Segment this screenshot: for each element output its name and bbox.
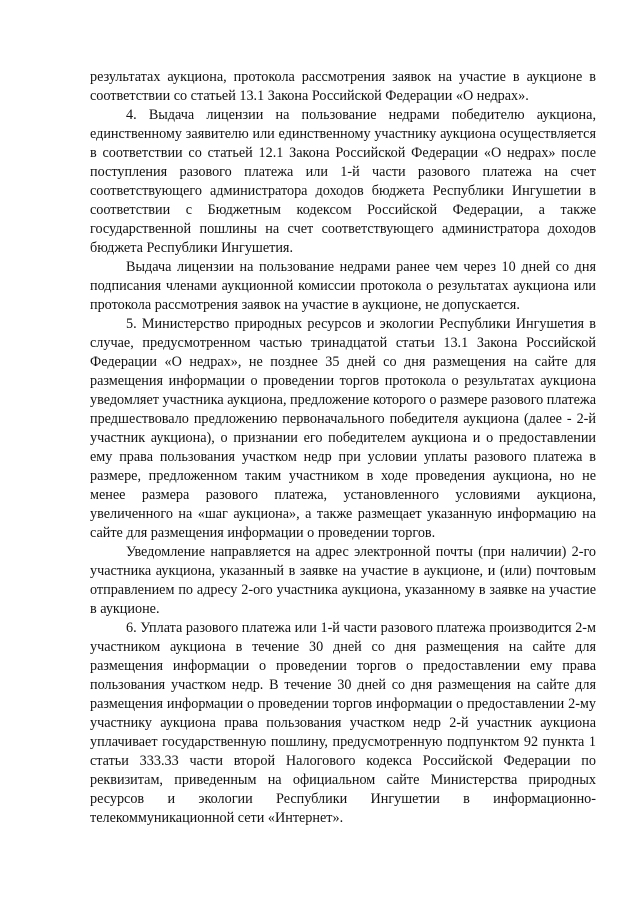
paragraph-notification: Уведомление направляется на адрес электронной почты (при наличии) 2-го участника аукциона, указанный в заявке на участие в аукционе, и (или) почтовым отправлением по адресу 2-ого участника аукциона, указанному в заявке на участие в аукционе. (90, 544, 596, 617)
paragraph-license-timing: Выдача лицензии на пользование недрами ранее чем через 10 дней со дня подписания членами аукционной комиссии протокола о результатах аукциона или протокола рассмотрения заявок на участие в аукционе, не допускается. (90, 259, 596, 313)
paragraph-continuation: результатах аукциона, протокола рассмотрения заявок на участие в аукционе в соответствии со статьей 13.1 Закона Российской Федерации «О недрах». (90, 69, 596, 104)
document-page (90, 68, 596, 828)
paragraph-item-6: 6. Уплата разового платежа или 1-й части разового платежа производится 2-м участником аукциона в течение 30 дней со дня размещения на сайте для размещения информации о проведении торгов о предоставлении ему права пользования участком недр. В течение 30 дней со дня размещения на сайте для размещения информации о проведении торгов информации о предоставлении 2-му участнику аукциона права пользования участком недр 2-й участник аукциона уплачивает государственную пошлину, предусмотренную подпунктом 92 пункта 1 статьи 333.33 части второй Налогового кодекса Российской Федерации по реквизитам, приведенным на официальном сайте Министерства природных ресурсов и экологии Республики Ингушетии в информационно-телекоммуникационной сети «Интернет». (90, 620, 596, 826)
paragraph-item-4: 4. Выдача лицензии на пользование недрами победителю аукциона, единственному заявителю или единственному участнику аукциона осуществляется в соответствии со статьей 12.1 Закона Российской Федерации «О недрах» после поступления разового платежа или 1-й части разового платежа на счет соответствующего администратора доходов бюджета Республики Ингушетии в соответствии с Бюджетным кодексом Российской Федерации, а также государственной пошлины на счет соответствующего администратора доходов бюджета Республики Ингушетия. (90, 107, 596, 256)
paragraph-item-5: 5. Министерство природных ресурсов и экологии Республики Ингушетия в случае, предусмотренном частью тринадцатой статьи 13.1 Закона Российской Федерации «О недрах», не позднее 35 дней со дня размещения на сайте для размещения информации о проведении торгов протокола о результатах аукциона уведомляет участника аукциона, предложение которого о размере разового платежа предшествовало предложению первоначального победителя аукциона (далее - 2-й участник аукциона), о признании его победителем аукциона и о предоставлении ему права пользования участком недр при условии уплаты разового платежа в размере, предложенном таким участником в ходе проведения аукциона, но не менее размера разового платежа, установленного условиями аукциона, увеличенного на «шаг аукциона», а также размещает указанную информацию на сайте для размещения информации о проведении торгов. (90, 316, 596, 541)
